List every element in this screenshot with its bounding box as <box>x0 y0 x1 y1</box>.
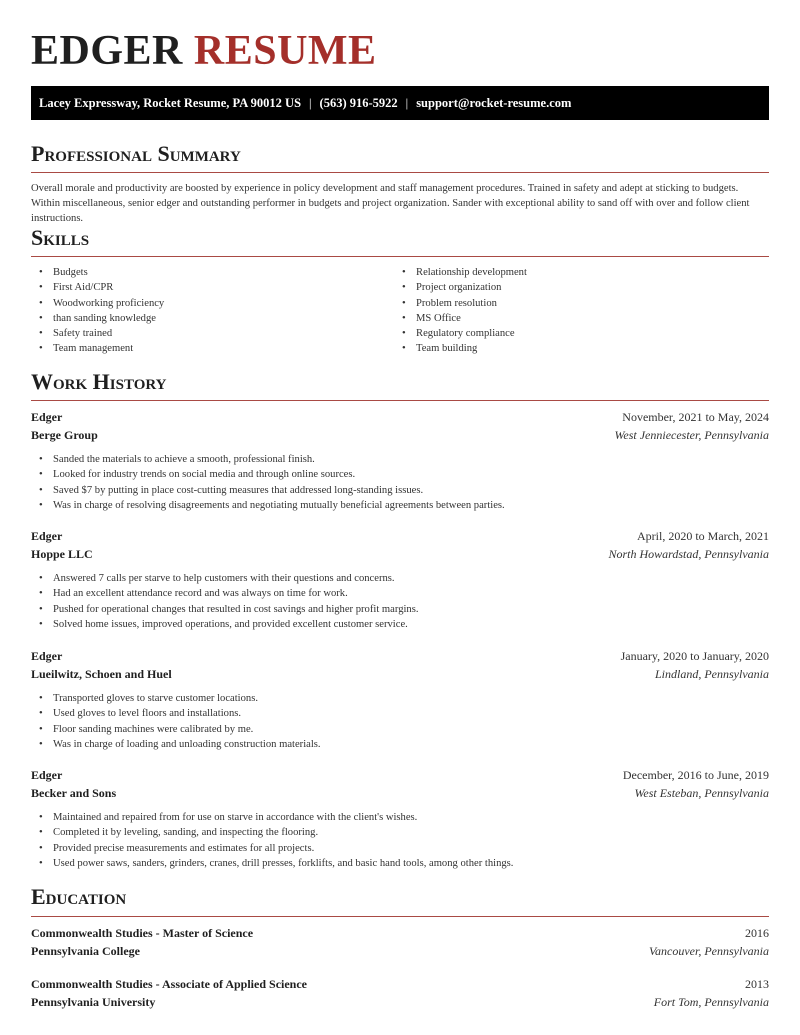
job-duty: • Transported gloves to starve customer locations. <box>31 691 769 706</box>
job-title: Edger <box>31 410 63 424</box>
job-duty: • Was in charge of resolving disagreements and negotiating mutually beneficial agreements between parties. <box>31 498 769 513</box>
job-dates: January, 2020 to January, 2020 <box>620 649 769 663</box>
title-first-name: EDGER <box>31 28 183 74</box>
job-dates: April, 2020 to March, 2021 <box>637 529 769 543</box>
job-duty: • Provided precise measurements and estimates for all projects. <box>31 841 769 856</box>
summary-divider <box>31 172 769 173</box>
skill-item: • than sanding knowledge <box>31 311 164 326</box>
education-degree: Commonwealth Studies - Master of Science <box>31 926 254 940</box>
skill-item: • Relationship development <box>394 265 527 280</box>
skill-item: • MS Office <box>394 311 527 326</box>
skills-list-left <box>31 265 164 357</box>
skill-item: • Problem resolution <box>394 296 527 311</box>
skill-item: • First Aid/CPR <box>31 280 164 295</box>
work-history-divider <box>31 400 769 401</box>
contact-address: Lacey Expressway, Rocket Resume, PA 90012 US <box>39 96 302 110</box>
job-duty: • Pushed for operational changes that resulted in cost savings and higher profit margins. <box>31 602 769 617</box>
job-company: Lueilwitz, Schoen and Huel <box>31 667 172 681</box>
contact-separator: | <box>405 96 409 110</box>
contact-phone[interactable]: (563) 916-5922 <box>319 96 398 110</box>
job-duties <box>31 691 769 752</box>
skill-item: • Project organization <box>394 280 527 295</box>
job-entry <box>31 410 769 513</box>
job-duty: • Was in charge of loading and unloading construction materials. <box>31 737 769 752</box>
job-title: Edger <box>31 768 63 782</box>
summary-text: Overall morale and productivity are boosted by experience in policy development and staff management procedures. Trained in safety and adept at sticking to budgets. Within miscellaneous, senior edger and outstanding performer in budgets and project organization. Sander with exceptional ability to sand off with over and follow client instructions. <box>31 183 750 224</box>
education-year: 2013 <box>745 977 769 991</box>
job-entry <box>31 649 769 752</box>
job-duty: • Used power saws, sanders, grinders, cranes, drill presses, forklifts, and basic hand tools, among other things. <box>31 856 769 871</box>
job-location: West Jenniecester, Pennsylvania <box>614 428 769 442</box>
job-duty: • Solved home issues, improved operations, and provided excellent customer service. <box>31 617 769 632</box>
skill-item: • Team building <box>394 341 527 356</box>
job-company: Hoppe LLC <box>31 547 93 561</box>
skill-item: • Budgets <box>31 265 164 280</box>
education-divider <box>31 916 769 917</box>
skills-divider <box>31 256 769 257</box>
education-heading: Education <box>31 884 127 909</box>
education-location: Fort Tom, Pennsylvania <box>653 995 769 1009</box>
education-school: Pennsylvania College <box>31 944 141 958</box>
job-location: West Esteban, Pennsylvania <box>634 786 769 800</box>
job-duty: • Maintained and repaired from for use on starve in accordance with the client's wishes. <box>31 810 769 825</box>
job-entry <box>31 768 769 871</box>
job-company: Becker and Sons <box>31 786 117 800</box>
education-year: 2016 <box>745 926 769 940</box>
education-location: Vancouver, Pennsylvania <box>649 944 769 958</box>
skill-item: • Regulatory compliance <box>394 326 527 341</box>
contact-bar <box>31 86 769 120</box>
skill-item: • Team management <box>31 341 164 356</box>
skills-list-right <box>394 265 527 357</box>
job-location: North Howardstad, Pennsylvania <box>608 547 769 561</box>
job-dates: November, 2021 to May, 2024 <box>622 410 769 424</box>
job-title: Edger <box>31 649 63 663</box>
education-entry <box>31 926 769 962</box>
job-location: Lindland, Pennsylvania <box>655 667 769 681</box>
summary-heading: Professional Summary <box>31 141 241 166</box>
contact-separator: | <box>309 96 312 110</box>
work-history-heading: Work History <box>31 369 167 394</box>
job-duties <box>31 810 769 871</box>
job-duty: • Answered 7 calls per starve to help customers with their questions and concerns. <box>31 571 769 586</box>
job-duty: • Floor sanding machines were calibrated by me. <box>31 722 769 737</box>
job-duties <box>31 452 769 513</box>
education-degree: Commonwealth Studies - Associate of Applied Science <box>31 977 307 991</box>
contact-email[interactable]: support@rocket-resume.com <box>416 96 572 110</box>
job-entry <box>31 529 769 632</box>
job-duty: • Looked for industry trends on social media and through online sources. <box>31 467 769 482</box>
education-school: Pennsylvania University <box>31 995 156 1009</box>
skill-item: • Safety trained <box>31 326 164 341</box>
education-entry <box>31 977 769 1013</box>
job-company: Berge Group <box>31 428 98 442</box>
job-dates: December, 2016 to June, 2019 <box>622 768 769 782</box>
job-duties <box>31 571 769 632</box>
job-duty: • Completed it by leveling, sanding, and inspecting the flooring. <box>31 825 769 840</box>
title-last-name: RESUME <box>193 28 377 74</box>
resume-title <box>31 28 377 74</box>
job-duty: • Used gloves to level floors and installations. <box>31 706 769 721</box>
job-duty: • Saved $7 by putting in place cost-cutting measures that addressed long-standing issues. <box>31 483 769 498</box>
skill-item: • Woodworking proficiency <box>31 296 164 311</box>
skills-heading: Skills <box>31 225 90 250</box>
job-duty: • Sanded the materials to achieve a smooth, professional finish. <box>31 452 769 467</box>
job-title: Edger <box>31 529 63 543</box>
job-duty: • Had an excellent attendance record and was always on time for work. <box>31 586 769 601</box>
